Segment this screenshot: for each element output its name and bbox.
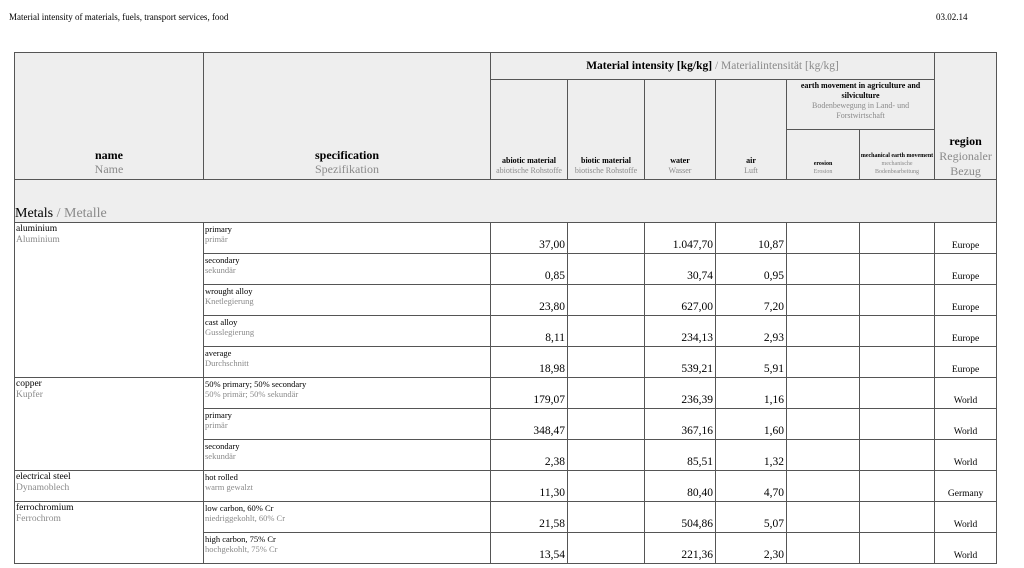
specification-en: low carbon, 60% Cr (205, 503, 274, 513)
region-value: Europe (935, 316, 997, 347)
specification-de: Knetlegierung (205, 296, 254, 306)
mechanical-value (860, 285, 935, 316)
header-spec-cell (204, 53, 491, 180)
material-name-cell (15, 378, 204, 471)
mechanical-value (860, 440, 935, 471)
abiotic-value: 13,54 (491, 533, 568, 564)
mechanical-value (860, 378, 935, 409)
air-value: 1,16 (716, 378, 787, 409)
specification-de: sekundär (205, 265, 236, 275)
specification-cell (204, 223, 491, 254)
header-mi-de: Materialintensität [kg/kg] (721, 60, 839, 72)
specification-cell (204, 316, 491, 347)
water-value: 221,36 (645, 533, 716, 564)
abiotic-value: 37,00 (491, 223, 568, 254)
section-title-en: Metals (15, 206, 54, 221)
header-mech-en: mechanical earth movement (860, 153, 934, 159)
header-material-intensity (491, 53, 935, 80)
specification-en: wrought alloy (205, 286, 253, 296)
material-name-en: ferrochromium (16, 503, 74, 513)
table-row (15, 223, 997, 254)
header-name-de: Name (94, 162, 124, 176)
specification-en: secondary (205, 255, 240, 265)
erosion-value (787, 440, 860, 471)
specification-de: sekundär (205, 451, 236, 461)
abiotic-value: 21,58 (491, 502, 568, 533)
water-value: 504,86 (645, 502, 716, 533)
header-region-cell (935, 53, 997, 180)
biotic-value (568, 471, 645, 502)
specification-cell (204, 471, 491, 502)
air-value: 10,87 (716, 223, 787, 254)
header-mi-sep: / (712, 60, 722, 72)
abiotic-value: 23,80 (491, 285, 568, 316)
region-value: World (935, 409, 997, 440)
specification-cell (204, 533, 491, 564)
specification-de: warm gewalzt (205, 482, 253, 492)
biotic-value (568, 533, 645, 564)
air-value: 1,32 (716, 440, 787, 471)
mechanical-value (860, 254, 935, 285)
biotic-value (568, 409, 645, 440)
header-abiotic-cell (491, 80, 568, 180)
header-water-de: Wasser (668, 166, 692, 175)
biotic-value (568, 223, 645, 254)
biotic-value (568, 316, 645, 347)
erosion-value (787, 533, 860, 564)
header-spec-en: specification (315, 148, 379, 162)
specification-en: hot rolled (205, 472, 238, 482)
material-intensity-table (14, 52, 997, 564)
material-name-cell (15, 502, 204, 564)
table-row (15, 502, 997, 533)
section-title-sep: / (53, 206, 64, 221)
region-value: Europe (935, 347, 997, 378)
region-value: Europe (935, 254, 997, 285)
water-value: 1.047,70 (645, 223, 716, 254)
section-title (15, 180, 997, 223)
mechanical-value (860, 316, 935, 347)
region-value: World (935, 533, 997, 564)
specification-de: niedriggekohlt, 60% Cr (205, 513, 286, 523)
header-abiotic-de: abiotische Rohstoffe (496, 166, 562, 175)
air-value: 2,30 (716, 533, 787, 564)
water-value: 80,40 (645, 471, 716, 502)
header-spec-de: Spezifikation (315, 162, 379, 176)
material-name-cell (15, 471, 204, 502)
specification-en: primary (205, 224, 232, 234)
abiotic-value: 0,85 (491, 254, 568, 285)
material-name-cell (15, 223, 204, 378)
document-title: Material intensity of materials, fuels, transport services, food (9, 12, 229, 22)
header-biotic-de: biotische Rohstoffe (574, 166, 638, 175)
abiotic-value: 179,07 (491, 378, 568, 409)
water-value: 367,16 (645, 409, 716, 440)
mechanical-value (860, 533, 935, 564)
header-region-de: Regionaler Bezug (939, 149, 992, 178)
abiotic-value: 348,47 (491, 409, 568, 440)
material-name-de: Kupfer (16, 390, 43, 400)
header-air-de: Luft (744, 166, 758, 175)
specification-en: 50% primary; 50% secondary (205, 379, 307, 389)
abiotic-value: 18,98 (491, 347, 568, 378)
specification-en: primary (205, 410, 232, 420)
specification-de: primär (205, 234, 228, 244)
air-value: 7,20 (716, 285, 787, 316)
material-name-de: Ferrochrom (16, 514, 61, 524)
specification-en: cast alloy (205, 317, 238, 327)
material-name-en: copper (16, 379, 42, 389)
header-name-en: name (95, 148, 123, 162)
specification-de: primär (205, 420, 228, 430)
air-value: 1,60 (716, 409, 787, 440)
specification-cell (204, 378, 491, 409)
water-value: 85,51 (645, 440, 716, 471)
header-mi-en: Material intensity [kg/kg] (586, 60, 713, 72)
header-air-cell (716, 80, 787, 180)
water-value: 539,21 (645, 347, 716, 378)
abiotic-value: 2,38 (491, 440, 568, 471)
region-value: World (935, 502, 997, 533)
specification-de: Durchschnitt (205, 358, 249, 368)
erosion-value (787, 378, 860, 409)
erosion-value (787, 471, 860, 502)
header-mech-de: mechanische Bodenbearbeitung (875, 161, 920, 175)
air-value: 4,70 (716, 471, 787, 502)
header-biotic-en: biotic material (581, 156, 631, 165)
table-row (15, 378, 997, 409)
mechanical-value (860, 409, 935, 440)
biotic-value (568, 502, 645, 533)
header-abiotic-en: abiotic material (502, 156, 556, 165)
biotic-value (568, 378, 645, 409)
specification-cell (204, 409, 491, 440)
table-row (15, 471, 997, 502)
specification-cell (204, 347, 491, 378)
header-region-en: region (949, 134, 982, 148)
water-value: 627,00 (645, 285, 716, 316)
region-value: Europe (935, 285, 997, 316)
erosion-value (787, 223, 860, 254)
header-biotic-cell (568, 80, 645, 180)
header-erosion-de: Erosion (813, 169, 833, 175)
header-air-en: air (746, 156, 756, 165)
header-erosion-en: erosion (813, 161, 833, 167)
header-water-cell (645, 80, 716, 180)
erosion-value (787, 285, 860, 316)
water-value: 234,13 (645, 316, 716, 347)
biotic-value (568, 347, 645, 378)
erosion-value (787, 347, 860, 378)
section-row-metals (15, 180, 997, 223)
biotic-value (568, 285, 645, 316)
specification-de: 50% primär; 50% sekundär (205, 389, 299, 399)
section-title-de: Metalle (64, 206, 107, 221)
header-water-en: water (670, 156, 690, 165)
biotic-value (568, 440, 645, 471)
water-value: 30,74 (645, 254, 716, 285)
region-value: Germany (935, 471, 997, 502)
header-name-cell (15, 53, 204, 180)
header-earth-en: earth movement in agriculture and silviculture (800, 81, 921, 100)
region-value: Europe (935, 223, 997, 254)
header-earth-de: Bodenbewegung in Land- und Forstwirtschaft (811, 101, 910, 120)
specification-en: average (205, 348, 232, 358)
erosion-value (787, 409, 860, 440)
region-value: World (935, 378, 997, 409)
biotic-value (568, 254, 645, 285)
header-erosion-cell (787, 130, 860, 180)
material-name-en: aluminium (16, 224, 58, 234)
air-value: 5,07 (716, 502, 787, 533)
specification-cell (204, 285, 491, 316)
erosion-value (787, 254, 860, 285)
erosion-value (787, 502, 860, 533)
document-date: 03.02.14 (936, 12, 968, 22)
region-value: World (935, 440, 997, 471)
specification-en: high carbon, 75% Cr (205, 534, 276, 544)
mechanical-value (860, 223, 935, 254)
air-value: 0,95 (716, 254, 787, 285)
air-value: 2,93 (716, 316, 787, 347)
specification-cell (204, 254, 491, 285)
erosion-value (787, 316, 860, 347)
material-name-de: Dynamoblech (16, 483, 70, 493)
material-name-en: electrical steel (16, 472, 71, 482)
mechanical-value (860, 347, 935, 378)
abiotic-value: 11,30 (491, 471, 568, 502)
water-value: 236,39 (645, 378, 716, 409)
mechanical-value (860, 471, 935, 502)
specification-de: Gusslegierung (205, 327, 255, 337)
abiotic-value: 8,11 (491, 316, 568, 347)
specification-de: hochgekohlt, 75% Cr (205, 544, 278, 554)
specification-en: secondary (205, 441, 240, 451)
header-mech-cell (860, 130, 935, 180)
specification-cell (204, 502, 491, 533)
header-earth-movement (787, 80, 935, 130)
material-name-de: Aluminium (16, 235, 60, 245)
mechanical-value (860, 502, 935, 533)
specification-cell (204, 440, 491, 471)
air-value: 5,91 (716, 347, 787, 378)
